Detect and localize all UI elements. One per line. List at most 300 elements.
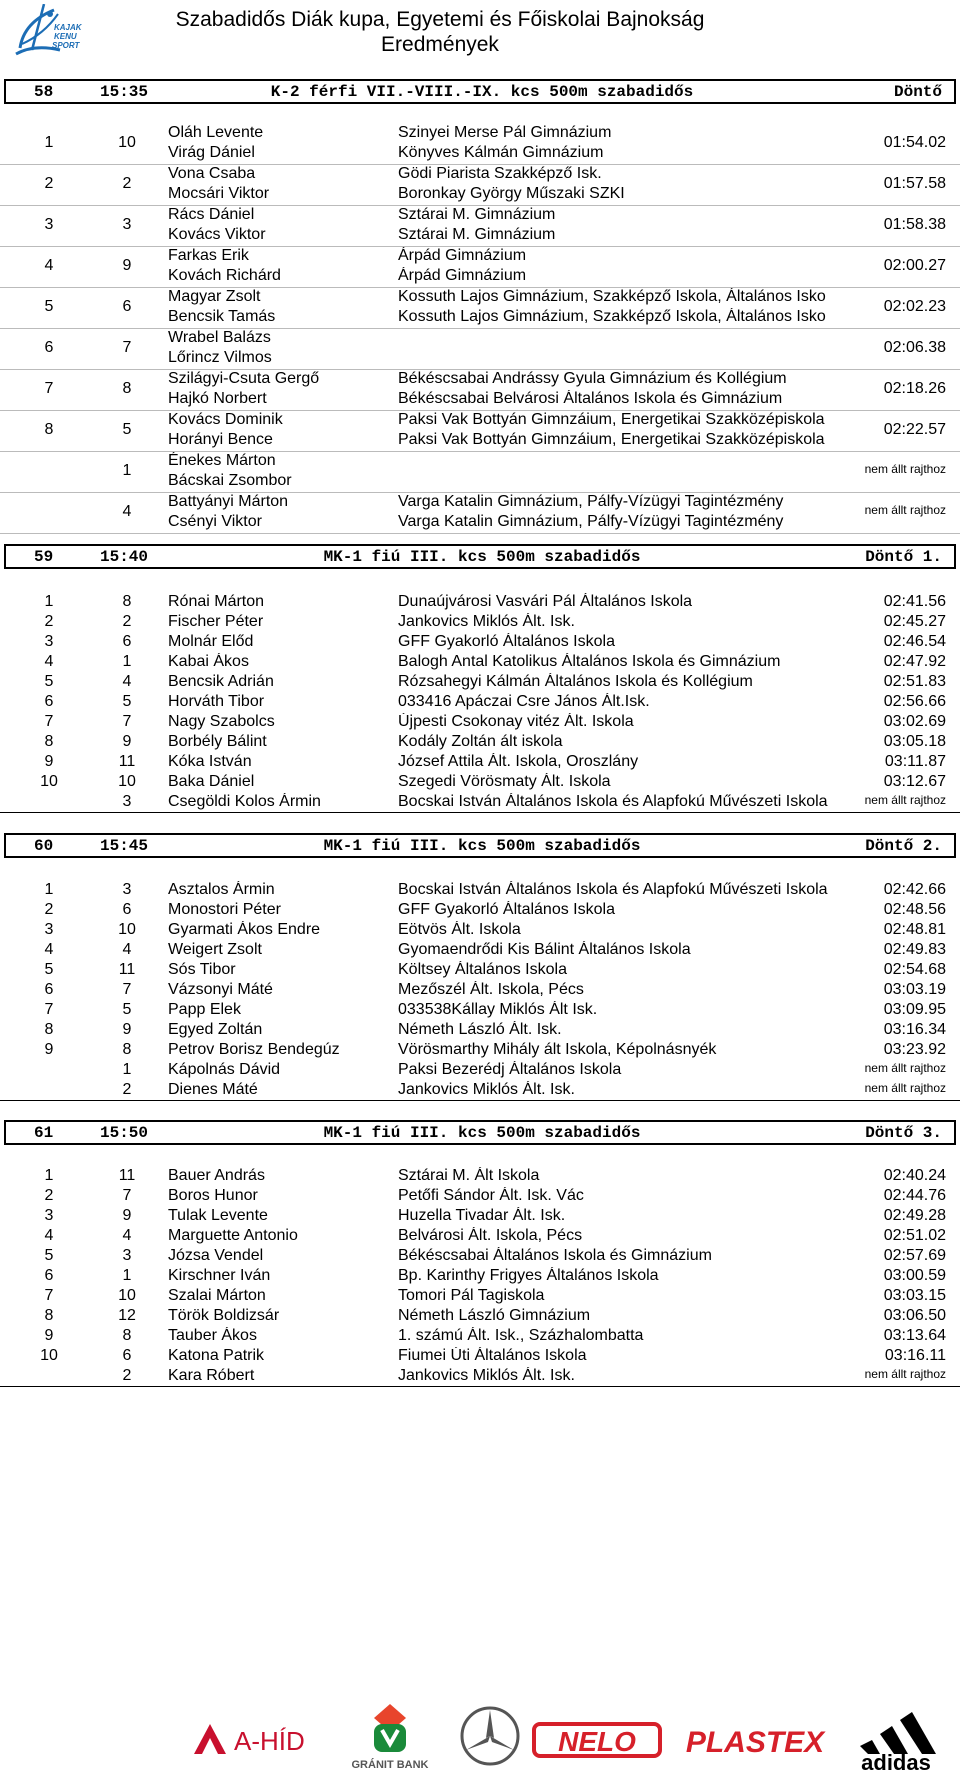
club-name: Költsey Általános Iskola xyxy=(398,961,567,978)
lane: 9 xyxy=(122,733,132,750)
table-row xyxy=(0,1346,960,1366)
result-time: nem állt rajthoz xyxy=(864,1081,946,1095)
table-row xyxy=(0,288,960,329)
club-name: Boronkay György Műszaki SZKI xyxy=(398,185,625,202)
club-name: Gyomaendrődi Kis Bálint Általános Iskola xyxy=(398,941,691,958)
nelo-logo xyxy=(532,1720,662,1760)
result-time: 02:47.92 xyxy=(883,653,946,670)
club-name: Mezőszél Ált. Iskola, Pécs xyxy=(398,981,584,998)
competitor-name: Török Boldizsár xyxy=(168,1307,280,1324)
competitor-name: Fischer Péter xyxy=(168,613,264,630)
race-phase: Döntő 2. xyxy=(865,837,942,855)
result-time: nem állt rajthoz xyxy=(864,503,946,517)
table-row xyxy=(0,493,960,534)
result-time: 03:12.67 xyxy=(883,773,946,790)
lane: 5 xyxy=(122,421,132,438)
race-number: 60 xyxy=(34,837,54,855)
lane: 2 xyxy=(122,175,132,192)
place: 1 xyxy=(44,593,54,610)
club-name: Sztárai M. Gimnázium xyxy=(398,206,556,223)
a-hid-label: A-HÍD xyxy=(234,1726,305,1756)
lane: 9 xyxy=(122,1207,132,1224)
result-time: 01:57.58 xyxy=(883,175,946,192)
competitor-name: Gyarmati Ákos Endre xyxy=(168,921,321,938)
lane: 10 xyxy=(118,1287,136,1304)
lane: 11 xyxy=(118,961,136,978)
result-time: nem állt rajthoz xyxy=(864,1367,946,1381)
competitor-name: Énekes Márton xyxy=(168,452,276,469)
lane: 7 xyxy=(122,981,132,998)
competitor-name: Mocsári Viktor xyxy=(168,185,270,202)
competitor-name: Szalai Márton xyxy=(168,1287,266,1304)
race-header xyxy=(4,833,956,858)
club-name: 033538Kállay Miklós Ált Isk. xyxy=(398,1001,598,1018)
club-name: Fiumei Úti Általános Iskola xyxy=(398,1347,587,1364)
club-name: GFF Gyakorló Általános Iskola xyxy=(398,901,615,918)
race-title: MK-1 fiú III. kcs 500m szabadidős xyxy=(323,548,641,566)
lane: 10 xyxy=(118,921,136,938)
table-row xyxy=(0,772,960,792)
lane: 8 xyxy=(122,1041,132,1058)
club-name: Eötvös Ált. Iskola xyxy=(398,921,521,938)
table-row xyxy=(0,1246,960,1266)
result-time: 02:56.66 xyxy=(883,693,946,710)
place: 4 xyxy=(44,653,54,670)
table-row xyxy=(0,206,960,247)
table-row xyxy=(0,1020,960,1040)
place: 6 xyxy=(44,339,54,356)
result-time: 02:57.69 xyxy=(883,1247,946,1264)
plastex-label: PLASTEX xyxy=(685,1726,825,1759)
table-row xyxy=(0,592,960,612)
result-time: 03:03.19 xyxy=(883,981,946,998)
competitor-name: Vona Csaba xyxy=(168,165,256,182)
result-time: 03:06.50 xyxy=(883,1307,946,1324)
competitor-name: Horváth Tibor xyxy=(168,693,265,710)
club-name: Jankovics Miklós Ált. Isk. xyxy=(398,1081,575,1098)
granit-bank-logo xyxy=(344,1700,436,1772)
lane: 6 xyxy=(122,1347,132,1364)
competitor-name: Hajkó Norbert xyxy=(168,390,267,407)
club-name: Rózsahegyi Kálmán Általános Iskola és Kollégium xyxy=(398,673,753,690)
table-row xyxy=(0,329,960,370)
place: 8 xyxy=(44,1021,54,1038)
place: 3 xyxy=(44,216,54,233)
club-name: Sztárai M. Gimnázium xyxy=(398,226,556,243)
lane: 3 xyxy=(122,793,132,810)
table-row xyxy=(0,880,960,900)
competitor-name: Kabai Ákos xyxy=(168,653,249,670)
table-row xyxy=(0,370,960,411)
competitor-name: Kovács Viktor xyxy=(168,226,266,243)
lane: 1 xyxy=(122,1061,132,1078)
competitor-name: Borbély Bálint xyxy=(168,733,267,750)
competitor-name: Oláh Levente xyxy=(168,124,264,141)
place: 1 xyxy=(44,134,54,151)
lane: 6 xyxy=(122,901,132,918)
place: 3 xyxy=(44,1207,54,1224)
club-name: József Attila Ált. Iskola, Oroszlány xyxy=(398,753,639,770)
race-title: K-2 férfi VII.-VIII.-IX. kcs 500m szabadidős xyxy=(270,83,694,101)
table-row xyxy=(0,980,960,1000)
table-row xyxy=(0,124,960,165)
club-name: Árpád Gimnázium xyxy=(398,247,527,264)
competitor-name: Baka Dániel xyxy=(168,773,255,790)
page-subtitle: Eredmények xyxy=(381,33,499,56)
club-name: GFF Gyakorló Általános Iskola xyxy=(398,633,615,650)
competitor-name: Farkas Erik xyxy=(168,247,249,264)
table-row xyxy=(0,1166,960,1186)
place: 9 xyxy=(44,1041,54,1058)
table-row xyxy=(0,247,960,288)
result-time: 02:49.83 xyxy=(883,941,946,958)
competitor-name: Boros Hunor xyxy=(168,1187,258,1204)
club-name: Balogh Antal Katolikus Általános Iskola és Gimnázium xyxy=(398,653,781,670)
competitor-name: Lőrincz Vilmos xyxy=(168,349,272,366)
club-name: Újpesti Csokonay vitéz Ált. Iskola xyxy=(398,713,634,730)
result-time: 03:03.15 xyxy=(883,1287,946,1304)
result-time: 03:16.34 xyxy=(883,1021,946,1038)
table-row xyxy=(0,1266,960,1286)
race-title: MK-1 fiú III. kcs 500m szabadidős xyxy=(323,1124,641,1142)
result-time: 02:48.56 xyxy=(883,901,946,918)
table-row xyxy=(0,960,960,980)
club-name: Szinyei Merse Pál Gimnázium xyxy=(398,124,612,141)
place: 5 xyxy=(44,673,54,690)
place: 6 xyxy=(44,981,54,998)
place: 7 xyxy=(44,380,54,397)
logo-text-3: SPORT xyxy=(52,41,80,50)
adidas-label: adidas xyxy=(861,1750,931,1772)
competitor-name: Sós Tibor xyxy=(168,961,236,978)
table-row xyxy=(0,1226,960,1246)
lane: 12 xyxy=(118,1307,136,1324)
lane: 5 xyxy=(122,1001,132,1018)
results-table xyxy=(0,592,960,813)
logo-text-2: KENU xyxy=(54,32,77,41)
place: 2 xyxy=(44,613,54,630)
club-name: Vörösmarthy Mihály ált Iskola, Képolnásnyék xyxy=(398,1041,717,1058)
result-time: 02:06.38 xyxy=(883,339,946,356)
competitor-name: Kara Róbert xyxy=(168,1367,255,1384)
lane: 9 xyxy=(122,257,132,274)
result-time: 02:22.57 xyxy=(883,421,946,438)
club-name: 033416 Apáczai Csre János Ált.Isk. xyxy=(398,693,650,710)
table-row xyxy=(0,1000,960,1020)
competitor-name: Katona Patrik xyxy=(168,1347,265,1364)
result-time: 02:44.76 xyxy=(883,1187,946,1204)
lane: 4 xyxy=(122,503,132,520)
competitor-name: Molnár Előd xyxy=(168,633,254,650)
place: 4 xyxy=(44,1227,54,1244)
race-title: MK-1 fiú III. kcs 500m szabadidős xyxy=(323,837,641,855)
result-time: nem állt rajthoz xyxy=(864,793,946,807)
lane: 8 xyxy=(122,1327,132,1344)
club-name: Jankovics Miklós Ált. Isk. xyxy=(398,613,575,630)
adidas-logo xyxy=(846,1700,946,1772)
place: 10 xyxy=(40,1347,58,1364)
lane: 3 xyxy=(122,216,132,233)
competitor-name: Weigert Zsolt xyxy=(168,941,262,958)
competitor-name: Dienes Máté xyxy=(168,1081,258,1098)
place: 10 xyxy=(40,773,58,790)
race-header xyxy=(4,544,956,569)
table-row xyxy=(0,1366,960,1387)
competitor-name: Vázsonyi Máté xyxy=(168,981,273,998)
place: 3 xyxy=(44,921,54,938)
competitor-name: Kóka István xyxy=(168,753,252,770)
lane: 1 xyxy=(122,653,132,670)
competitor-name: Bencsik Adrián xyxy=(168,673,274,690)
club-name: Paksi Vak Bottyán Gimnzáium, Energetikai Szakközépiskola xyxy=(398,411,825,428)
competitor-name: Egyed Zoltán xyxy=(168,1021,263,1038)
result-time: 03:09.95 xyxy=(883,1001,946,1018)
lane: 4 xyxy=(122,1227,132,1244)
competitor-name: Kirschner Iván xyxy=(168,1267,271,1284)
page-title: Szabadidős Diák kupa, Egyetemi és Főiskolai Bajnokság xyxy=(175,8,705,31)
table-row xyxy=(0,692,960,712)
result-time: nem állt rajthoz xyxy=(864,462,946,476)
lane: 10 xyxy=(118,134,136,151)
result-time: 02:45.27 xyxy=(883,613,946,630)
club-name: Árpád Gimnázium xyxy=(398,267,527,284)
table-row xyxy=(0,752,960,772)
result-time: 02:49.28 xyxy=(883,1207,946,1224)
result-time: 03:02.69 xyxy=(883,713,946,730)
club-name: Kodály Zoltán ált iskola xyxy=(398,733,563,750)
club-name: Sztárai M. Ált Iskola xyxy=(398,1167,540,1184)
result-time: 03:05.18 xyxy=(883,733,946,750)
table-row xyxy=(0,165,960,206)
club-name: Jankovics Miklós Ált. Isk. xyxy=(398,1367,575,1384)
table-row xyxy=(0,1326,960,1346)
place: 7 xyxy=(44,1001,54,1018)
result-time: 02:51.02 xyxy=(883,1227,946,1244)
place: 2 xyxy=(44,901,54,918)
competitor-name: Bencsik Tamás xyxy=(168,308,276,325)
club-name: 1. számú Ált. Isk., Százhalombatta xyxy=(398,1327,644,1344)
competitor-name: Marguette Antonio xyxy=(168,1227,298,1244)
results-table xyxy=(0,124,960,534)
result-time: 03:23.92 xyxy=(883,1041,946,1058)
race-header xyxy=(4,79,956,104)
table-row xyxy=(0,411,960,452)
race-time: 15:50 xyxy=(100,1124,149,1142)
table-row xyxy=(0,1060,960,1080)
competitor-name: Virág Dániel xyxy=(168,144,255,161)
table-row xyxy=(0,1206,960,1226)
nelo-label: NELO xyxy=(558,1726,636,1757)
table-row xyxy=(0,920,960,940)
club-name: Belvárosi Ált. Iskola, Pécs xyxy=(398,1227,583,1244)
competitor-name: Bauer András xyxy=(168,1167,265,1184)
competitor-name: Kápolnás Dávid xyxy=(168,1061,281,1078)
place: 8 xyxy=(44,1307,54,1324)
competitor-name: Nagy Szabolcs xyxy=(168,713,275,730)
result-time: 03:16.11 xyxy=(884,1347,946,1364)
club-name: Huzella Tivadar Ált. Isk. xyxy=(398,1207,566,1224)
lane: 2 xyxy=(122,1367,132,1384)
table-row xyxy=(0,1040,960,1060)
lane: 8 xyxy=(122,593,132,610)
race-time: 15:40 xyxy=(100,548,149,566)
club-name: Bocskai István Általános Iskola és Alapfokú Művészeti Iskola xyxy=(398,881,828,898)
competitor-name: Monostori Péter xyxy=(168,901,281,918)
table-row xyxy=(0,792,960,813)
competitor-name: Wrabel Balázs xyxy=(168,329,271,346)
result-time: 02:46.54 xyxy=(883,633,946,650)
result-time: 02:18.26 xyxy=(883,380,946,397)
competitor-name: Rónai Márton xyxy=(168,593,265,610)
place: 4 xyxy=(44,257,54,274)
lane: 3 xyxy=(122,1247,132,1264)
table-row xyxy=(0,452,960,493)
result-time: 01:58.38 xyxy=(883,216,946,233)
result-time: 02:00.27 xyxy=(883,257,946,274)
lane: 6 xyxy=(122,633,132,650)
club-name: Németh László Ált. Isk. xyxy=(398,1021,562,1038)
race-header xyxy=(4,1120,956,1145)
place: 4 xyxy=(44,941,54,958)
place: 8 xyxy=(44,733,54,750)
result-time: 01:54.02 xyxy=(883,134,946,151)
lane: 11 xyxy=(118,1167,136,1184)
table-row xyxy=(0,1186,960,1206)
result-time: 02:54.68 xyxy=(883,961,946,978)
club-name: Varga Katalin Gimnázium, Pálfy-Vízügyi Tagintézmény xyxy=(398,513,784,530)
competitor-name: Józsa Vendel xyxy=(168,1247,264,1264)
club-name: Kossuth Lajos Gimnázium, Szakképző Iskola, Általános Isko xyxy=(398,308,826,325)
club-name: Dunaújvárosi Vasvári Pál Általános Iskola xyxy=(398,593,693,610)
club-name: Bocskai István Általános Iskola és Alapfokú Művészeti Iskola xyxy=(398,793,828,810)
competitor-name: Tauber Ákos xyxy=(168,1327,257,1344)
lane: 2 xyxy=(122,613,132,630)
result-time: 02:41.56 xyxy=(883,593,946,610)
mercedes-logo xyxy=(458,1704,522,1768)
club-name: Németh László Gimnázium xyxy=(398,1307,591,1324)
club-name: Kossuth Lajos Gimnázium, Szakképző Iskola, Általános Isko xyxy=(398,288,826,305)
competitor-name: Battyányi Márton xyxy=(168,493,289,510)
club-name: Varga Katalin Gimnázium, Pálfy-Vízügyi Tagintézmény xyxy=(398,493,784,510)
granit-bank-label: GRÁNIT BANK xyxy=(351,1759,429,1771)
competitor-name: Szilágyi-Csuta Gergő xyxy=(168,370,320,387)
race-number: 59 xyxy=(34,548,54,566)
result-time: 02:51.83 xyxy=(883,673,946,690)
table-row xyxy=(0,1286,960,1306)
lane: 7 xyxy=(122,1187,132,1204)
table-row xyxy=(0,632,960,652)
result-time: 02:48.81 xyxy=(883,921,946,938)
place: 6 xyxy=(44,1267,54,1284)
club-name: Békéscsabai Belvárosi Általános Iskola és Gimnázium xyxy=(398,390,783,407)
result-time: 03:11.87 xyxy=(884,753,946,770)
club-name: Szegedi Vörösmaty Ált. Iskola xyxy=(398,773,611,790)
competitor-name: Kovács Dominik xyxy=(168,411,283,428)
race-phase: Döntő 1. xyxy=(865,548,942,566)
place: 5 xyxy=(44,1247,54,1264)
lane: 7 xyxy=(122,339,132,356)
competitor-name: Asztalos Ármin xyxy=(168,881,275,898)
place: 1 xyxy=(44,881,54,898)
table-row xyxy=(0,1306,960,1326)
lane: 3 xyxy=(122,881,132,898)
lane: 11 xyxy=(118,753,136,770)
logo-text-1: KAJAK xyxy=(54,23,82,32)
club-name: Bp. Karinthy Frigyes Általános Iskola xyxy=(398,1267,659,1284)
results-table xyxy=(0,880,960,1101)
place: 7 xyxy=(44,1287,54,1304)
race-phase: Döntő xyxy=(893,83,942,101)
table-row xyxy=(0,672,960,692)
lane: 7 xyxy=(122,713,132,730)
competitor-name: Papp Elek xyxy=(168,1001,241,1018)
race-number: 61 xyxy=(34,1124,54,1142)
place: 2 xyxy=(44,1187,54,1204)
result-time: 02:42.66 xyxy=(883,881,946,898)
lane: 4 xyxy=(122,673,132,690)
table-row xyxy=(0,712,960,732)
club-name: Gödi Piarista Szakképző Isk. xyxy=(398,165,602,182)
place: 8 xyxy=(44,421,54,438)
race-number: 58 xyxy=(34,83,54,101)
sponsor-bar xyxy=(0,1694,960,1774)
race-time: 15:45 xyxy=(100,837,149,855)
place: 5 xyxy=(44,961,54,978)
place: 5 xyxy=(44,298,54,315)
competitor-name: Csényi Viktor xyxy=(168,513,262,530)
result-time: 02:02.23 xyxy=(883,298,946,315)
competitor-name: Tulak Levente xyxy=(168,1207,268,1224)
club-name: Paksi Bezerédj Általános Iskola xyxy=(398,1061,622,1078)
table-row xyxy=(0,940,960,960)
result-time: 03:00.59 xyxy=(883,1267,946,1284)
competitor-name: Rács Dániel xyxy=(168,206,255,223)
club-name: Békéscsabai Általános Iskola és Gimnázium xyxy=(398,1247,712,1264)
plastex-logo xyxy=(680,1720,830,1760)
place: 3 xyxy=(44,633,54,650)
result-time: 03:13.64 xyxy=(883,1327,946,1344)
lane: 1 xyxy=(122,1267,132,1284)
a-hid-logo xyxy=(190,1718,340,1758)
competitor-name: Magyar Zsolt xyxy=(168,288,261,305)
club-name: Paksi Vak Bottyán Gimnzáium, Energetikai Szakközépiskola xyxy=(398,431,825,448)
race-phase: Döntő 3. xyxy=(865,1124,942,1142)
table-row xyxy=(0,1080,960,1101)
competitor-name: Horányi Bence xyxy=(168,431,273,448)
place: 2 xyxy=(44,175,54,192)
lane: 9 xyxy=(122,1021,132,1038)
lane: 2 xyxy=(122,1081,132,1098)
club-name: Békéscsabai Andrássy Gyula Gimnázium és Kollégium xyxy=(398,370,787,387)
competitor-name: Kovách Richárd xyxy=(168,267,281,284)
club-name: Tomori Pál Tagiskola xyxy=(398,1287,545,1304)
place: 1 xyxy=(44,1167,54,1184)
club-name: Könyves Kálmán Gimnázium xyxy=(398,144,604,161)
table-row xyxy=(0,652,960,672)
result-time: 02:40.24 xyxy=(883,1167,946,1184)
results-table xyxy=(0,1166,960,1387)
lane: 8 xyxy=(122,380,132,397)
place: 7 xyxy=(44,713,54,730)
competitor-name: Bácskai Zsombor xyxy=(168,472,292,489)
place: 6 xyxy=(44,693,54,710)
lane: 5 xyxy=(122,693,132,710)
result-time: nem állt rajthoz xyxy=(864,1061,946,1075)
place: 9 xyxy=(44,753,54,770)
table-row xyxy=(0,732,960,752)
lane: 4 xyxy=(122,941,132,958)
competitor-name: Petrov Borisz Bendegúz xyxy=(168,1041,340,1058)
